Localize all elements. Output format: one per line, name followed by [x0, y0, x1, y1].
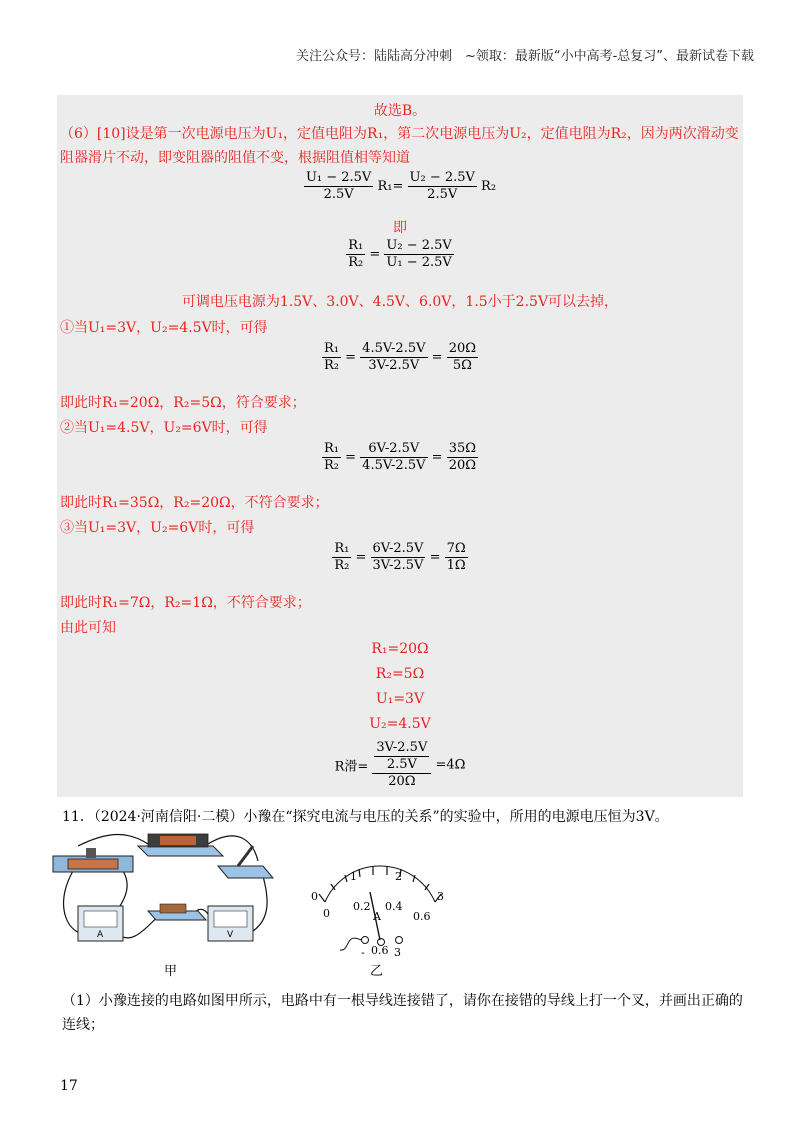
case1-result: 即此时R₁=20Ω，R₂=5Ω，符合要求； — [60, 395, 306, 411]
fig-label-jia: 甲 — [164, 964, 178, 979]
part6-line1: （6）[10]设是第一次电源电压为U₁，定值电阻为R₁，第二次电源电压为U₂，定值电阻为R₂，因为两次滑动变 — [60, 126, 739, 142]
equation-5: $\frac{\text{R₁}}{\text{R₂}}$ = $\frac{6V-2.5V}{3V-2.5V}$ = $\frac{7\Omega}{1\Omega}$ — [334, 541, 466, 573]
result-r2: R₂=5Ω — [375, 666, 425, 682]
terminal-06: 0.6 — [371, 944, 389, 957]
part1-line1: （1）小豫连接的电路如图甲所示，电路中有一根导线连接错了，请你在接错的导线上打一个叉，并画出正确的 — [62, 993, 743, 1009]
adjustable-voltage-text: 可调电压电源为1.5V、3.0V、4.5V、6.0V，1.5小于2.5V可以去掉， — [181, 294, 619, 310]
dial-top-1: 1 — [350, 870, 357, 883]
part6-line2: 阻器滑片不动，即变阻器的阻值不变，根据阻值相等知道 — [60, 150, 410, 166]
page-header: 关注公众号：陆陆高分冲刺 ~领取：最新版“小中高考-总复习”、最新试卷下载 — [295, 49, 754, 64]
select-b-text: 故选B。 — [373, 103, 427, 119]
answer-section — [57, 95, 743, 797]
fig-label-yi: 乙 — [370, 964, 384, 979]
dial-unit: A — [373, 910, 381, 923]
equation-6: R滑= $\frac{\frac{3V-2.5V}{2.5V}}{20\Omega}$ =4Ω — [334, 740, 466, 789]
svg-text:V: V — [227, 930, 234, 940]
page-number: 17 — [60, 1078, 78, 1094]
terminal-minus: - — [361, 946, 365, 959]
question-11: 11．（2024·河南信阳·二模）小豫在“探究电流与电压的关系”的实验中，所用的电源电压恒为3V。 — [62, 809, 669, 825]
result-u1: U₁=3V — [375, 691, 425, 707]
case2-text: ②当U₁=4.5V，U₂=6V时，可得 — [60, 420, 268, 436]
conclusion-text: 由此可知 — [60, 620, 116, 636]
dial-bottom-06: 0.6 — [413, 910, 431, 923]
equation-3: $\frac{\text{R₁}}{\text{R₂}}$ = $\frac{4.5V-2.5V}{3V-2.5V}$ = $\frac{20\Omega}{5\Omega}$ — [323, 341, 477, 373]
dial-bottom-0: 0 — [323, 907, 330, 920]
dial-bottom-04: 0.4 — [385, 900, 403, 913]
case1-text: ①当U₁=3V，U₂=4.5V时，可得 — [60, 320, 268, 336]
equation-1: $\frac{\text{U₁ − 2.5V}}{2.5V}$ R₁= $\frac{\text{U₂ − 2.5V}}{2.5V}$ R₂ — [305, 170, 497, 202]
circuit-figure-jia — [48, 826, 278, 956]
case3-result: 即此时R₁=7Ω，R₂=1Ω，不符合要求； — [60, 595, 311, 611]
dial-bottom-02: 0.2 — [353, 900, 371, 913]
ji-text: 即 — [393, 220, 407, 236]
case3-text: ③当U₁=3V，U₂=6V时，可得 — [60, 520, 255, 536]
part1-line2: 连线； — [62, 1017, 104, 1033]
result-u2: U₂=4.5V — [369, 716, 431, 732]
dial-top-0: 0 — [311, 890, 318, 903]
dial-top-3: 3 — [437, 890, 444, 903]
equation-4: $\frac{\text{R₁}}{\text{R₂}}$ = $\frac{6V-2.5V}{4.5V-2.5V}$ = $\frac{35\Omega}{20\Omega}$ — [323, 441, 477, 473]
dial-top-2: 2 — [395, 870, 402, 883]
ammeter-dial-figure — [305, 862, 455, 962]
case2-result: 即此时R₁=35Ω，R₂=20Ω，不符合要求； — [60, 495, 329, 511]
equation-2: $\frac{\text{R₁}}{\text{R₂}}$ = $\frac{\text{U₂ − 2.5V}}{\text{U₁ − 2.5V}}$ — [348, 238, 452, 270]
svg-text:A: A — [97, 930, 104, 940]
terminal-3: 3 — [394, 946, 401, 959]
result-r1: R₁=20Ω — [371, 641, 429, 657]
